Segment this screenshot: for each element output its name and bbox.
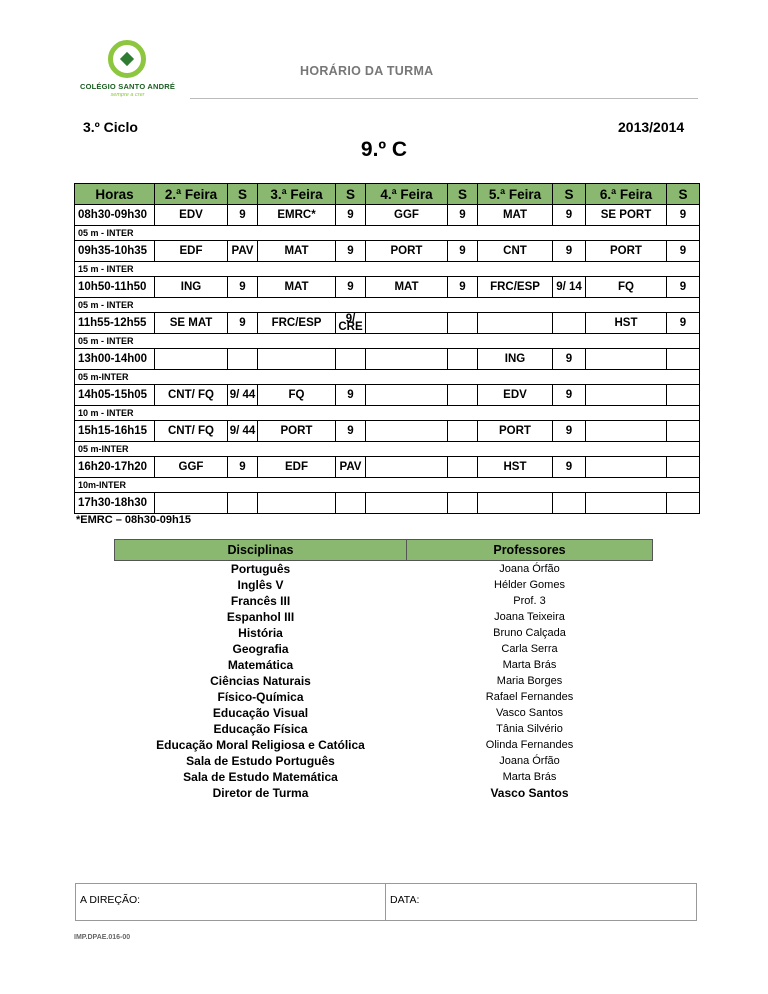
subject-cell	[366, 385, 448, 406]
subject-cell	[586, 349, 667, 370]
interval-row	[75, 226, 700, 241]
subject-cell: SE PORT	[586, 205, 667, 226]
room-cell: 9	[667, 277, 700, 298]
table-row	[115, 561, 653, 578]
discipline-name: Português	[230, 562, 291, 576]
table-row	[115, 625, 653, 641]
schedule-header-cell: 5.ª Feira	[478, 184, 553, 205]
interval-label: 15 m - INTER	[75, 262, 228, 277]
room-cell: 9	[228, 313, 258, 334]
subject-cell: FRC/ESP	[478, 277, 553, 298]
discipline-name: Geografia	[232, 642, 289, 656]
interval-spacer	[667, 442, 700, 457]
interval-spacer	[228, 370, 667, 385]
header-divider	[190, 98, 698, 99]
subject-cell: CNT/ FQ	[155, 421, 228, 442]
school-name: COLÉGIO SANTO ANDRÉ	[79, 82, 176, 91]
subject-cell: HST	[478, 457, 553, 478]
time-slot: 09h35-10h35	[75, 241, 155, 262]
subject-cell	[366, 493, 448, 514]
subject-cell	[366, 313, 448, 334]
professor-name: Olinda Fernandes	[485, 739, 574, 751]
room-cell: 9/ 44	[228, 421, 258, 442]
subject-cell	[366, 349, 448, 370]
discipline-name: Inglês V	[237, 578, 284, 592]
professor-name: Rafael Fernandes	[485, 691, 574, 703]
table-row	[115, 593, 653, 609]
table-row	[115, 641, 653, 657]
class-row	[75, 349, 700, 370]
table-row	[115, 657, 653, 673]
discipline-name: Físico-Química	[217, 690, 304, 704]
interval-spacer	[667, 334, 700, 349]
professor-name: Vasco Santos	[495, 707, 564, 719]
professor-name: Prof. 3	[513, 595, 546, 607]
professor-name: Marta Brás	[502, 771, 557, 783]
subject-cell: CNT	[478, 241, 553, 262]
discipline-name: Sala de Estudo Matemática	[183, 770, 338, 784]
schedule-header-cell: 4.ª Feira	[366, 184, 448, 205]
room-cell: 9	[448, 205, 478, 226]
room-cell: 9	[336, 277, 366, 298]
professor-name: Hélder Gomes	[494, 579, 565, 591]
professor-name: Bruno Calçada	[493, 627, 566, 639]
subject-cell: EDF	[258, 457, 336, 478]
room-cell: 9/ 14	[553, 277, 586, 298]
interval-label: 05 m-INTER	[75, 370, 228, 385]
professor-name: Marta Brás	[502, 659, 557, 671]
professor-name: Joana Teixeira	[494, 611, 565, 623]
subject-cell: EDV	[155, 205, 228, 226]
professors-header-cell: Professores	[407, 540, 653, 561]
class-row	[75, 313, 700, 334]
professors-header-cell: Disciplinas	[115, 540, 407, 561]
room-cell	[667, 457, 700, 478]
room-cell	[336, 493, 366, 514]
table-row	[115, 705, 653, 721]
professor-name: Carla Serra	[501, 643, 558, 655]
room-cell: 9	[667, 241, 700, 262]
time-slot: 08h30-09h30	[75, 205, 155, 226]
discipline-name: Francês III	[230, 594, 291, 608]
interval-label: 05 m-INTER	[75, 442, 228, 457]
subject-cell: FRC/ESP	[258, 313, 336, 334]
room-cell	[228, 493, 258, 514]
room-cell	[667, 421, 700, 442]
room-cell	[448, 493, 478, 514]
schedule-header-cell: S	[667, 184, 700, 205]
subject-cell: FQ	[258, 385, 336, 406]
schedule-header-cell: 6.ª Feira	[586, 184, 667, 205]
emrc-note: *EMRC – 08h30-09h15	[76, 514, 191, 526]
direcao-signature-label: A DIREÇÃO:	[80, 894, 141, 906]
schedule-header-cell: S	[228, 184, 258, 205]
schedule-header-cell: S	[448, 184, 478, 205]
subject-cell: PORT	[258, 421, 336, 442]
subject-cell	[586, 457, 667, 478]
subject-cell	[586, 493, 667, 514]
discipline-name: Espanhol III	[226, 610, 295, 624]
room-cell	[448, 421, 478, 442]
table-row	[115, 769, 653, 785]
subject-cell: PORT	[366, 241, 448, 262]
subject-cell: SE MAT	[155, 313, 228, 334]
discipline-name: Educação Visual	[212, 706, 309, 720]
room-cell	[448, 457, 478, 478]
subject-cell: ING	[155, 277, 228, 298]
subject-cell	[478, 493, 553, 514]
discipline-name: Ciências Naturais	[210, 674, 311, 688]
room-cell	[448, 385, 478, 406]
subject-cell	[155, 493, 228, 514]
subject-cell	[366, 457, 448, 478]
interval-label: 05 m - INTER	[75, 298, 228, 313]
room-cell: 9	[336, 205, 366, 226]
date-label: DATA:	[390, 894, 420, 906]
subject-cell: GGF	[155, 457, 228, 478]
page-title: HORÁRIO DA TURMA	[300, 64, 434, 78]
discipline-name: Educação Moral Religiosa e Católica	[156, 738, 365, 752]
interval-spacer	[228, 478, 667, 493]
interval-row	[75, 334, 700, 349]
subject-cell: HST	[586, 313, 667, 334]
time-slot: 10h50-11h50	[75, 277, 155, 298]
class-row	[75, 421, 700, 442]
professor-name: Joana Órfão	[499, 563, 560, 575]
subject-cell: MAT	[258, 241, 336, 262]
subject-cell: MAT	[478, 205, 553, 226]
time-slot: 15h15-16h15	[75, 421, 155, 442]
subject-cell	[155, 349, 228, 370]
interval-spacer	[667, 262, 700, 277]
interval-row	[75, 442, 700, 457]
room-cell	[667, 349, 700, 370]
room-cell: 9/ 44	[228, 385, 258, 406]
class-row	[75, 385, 700, 406]
interval-spacer	[228, 406, 667, 421]
professor-name: Tânia Silvério	[496, 723, 563, 735]
interval-row	[75, 370, 700, 385]
table-row	[115, 721, 653, 737]
room-cell	[667, 493, 700, 514]
professor-name: Maria Borges	[496, 675, 563, 687]
room-cell	[228, 349, 258, 370]
schedule-header-cell: 3.ª Feira	[258, 184, 336, 205]
discipline-name: Matemática	[227, 658, 294, 672]
professor-name: Vasco Santos	[490, 786, 569, 800]
professor-name: Joana Órfão	[499, 755, 560, 767]
room-cell	[553, 313, 586, 334]
school-motto: sempre a crer	[110, 92, 145, 98]
interval-spacer	[667, 226, 700, 241]
room-cell: 9	[228, 457, 258, 478]
room-cell: 9	[228, 205, 258, 226]
interval-spacer	[228, 226, 667, 241]
schedule-header-cell: 2.ª Feira	[155, 184, 228, 205]
table-row	[115, 577, 653, 593]
room-cell: 9	[553, 241, 586, 262]
room-cell: 9	[228, 277, 258, 298]
subject-cell: MAT	[366, 277, 448, 298]
table-row	[115, 737, 653, 753]
subject-cell: ING	[478, 349, 553, 370]
subject-cell: MAT	[258, 277, 336, 298]
subject-cell: CNT/ FQ	[155, 385, 228, 406]
room-cell: 9	[448, 277, 478, 298]
room-cell: 9	[553, 457, 586, 478]
interval-label: 10m-INTER	[75, 478, 228, 493]
room-cell: 9	[553, 349, 586, 370]
time-slot: 17h30-18h30	[75, 493, 155, 514]
time-slot: 14h05-15h05	[75, 385, 155, 406]
interval-spacer	[228, 262, 667, 277]
discipline-name: Educação Física	[213, 722, 308, 736]
subject-cell: PORT	[478, 421, 553, 442]
school-logo	[70, 40, 185, 104]
subject-cell	[366, 421, 448, 442]
class-row	[75, 241, 700, 262]
interval-spacer	[228, 298, 667, 313]
room-cell: 9	[667, 313, 700, 334]
interval-spacer	[667, 478, 700, 493]
schedule-header-cell: S	[553, 184, 586, 205]
subject-cell	[258, 349, 336, 370]
subject-cell: EDV	[478, 385, 553, 406]
interval-spacer	[667, 370, 700, 385]
time-slot: 13h00-14h00	[75, 349, 155, 370]
logo-emblem-icon	[108, 40, 146, 78]
signature-box	[75, 883, 697, 921]
subject-cell: EDF	[155, 241, 228, 262]
form-code: IMP.DPAE.016-00	[74, 934, 131, 941]
interval-spacer	[228, 442, 667, 457]
room-cell: PAV	[228, 241, 258, 262]
room-cell: 9	[336, 421, 366, 442]
interval-label: 05 m - INTER	[75, 334, 228, 349]
subject-cell: GGF	[366, 205, 448, 226]
interval-spacer	[228, 334, 667, 349]
class-row	[75, 457, 700, 478]
room-cell: 9	[553, 385, 586, 406]
schedule-table	[74, 183, 700, 514]
time-slot: 11h55-12h55	[75, 313, 155, 334]
table-row	[115, 609, 653, 625]
class-row	[75, 277, 700, 298]
discipline-name: Diretor de Turma	[212, 786, 309, 800]
subject-cell: EMRC*	[258, 205, 336, 226]
ciclo-label: 3.º Ciclo	[83, 119, 138, 135]
room-cell: 9	[336, 241, 366, 262]
room-cell: PAV	[336, 457, 366, 478]
subject-cell	[258, 493, 336, 514]
professors-header-row	[115, 540, 653, 561]
subject-cell: FQ	[586, 277, 667, 298]
table-row	[115, 753, 653, 769]
room-cell: 9	[448, 241, 478, 262]
class-row	[75, 493, 700, 514]
interval-row	[75, 262, 700, 277]
subject-cell	[586, 385, 667, 406]
room-cell	[448, 349, 478, 370]
schedule-header-cell: S	[336, 184, 366, 205]
professors-table	[114, 539, 653, 801]
schedule-header-cell: Horas	[75, 184, 155, 205]
schedule-header-row	[75, 184, 700, 205]
discipline-name: Sala de Estudo Português	[186, 754, 335, 768]
room-cell: 9	[667, 205, 700, 226]
table-row	[115, 673, 653, 689]
interval-row	[75, 406, 700, 421]
interval-row	[75, 298, 700, 313]
interval-row	[75, 478, 700, 493]
time-slot: 16h20-17h20	[75, 457, 155, 478]
room-cell	[553, 493, 586, 514]
subject-cell	[586, 421, 667, 442]
room-cell	[336, 349, 366, 370]
interval-label: 10 m - INTER	[75, 406, 228, 421]
room-cell: 9	[553, 421, 586, 442]
room-cell: 9/ CRE	[336, 313, 366, 334]
school-year: 2013/2014	[618, 119, 685, 135]
class-name: 9.º C	[360, 138, 408, 161]
class-row	[75, 205, 700, 226]
room-cell: 9	[336, 385, 366, 406]
subject-cell: PORT	[586, 241, 667, 262]
table-row	[115, 785, 653, 801]
discipline-name: História	[238, 626, 283, 640]
interval-label: 05 m - INTER	[75, 226, 228, 241]
room-cell	[448, 313, 478, 334]
interval-spacer	[667, 298, 700, 313]
table-row	[115, 689, 653, 705]
room-cell	[667, 385, 700, 406]
subject-cell	[478, 313, 553, 334]
room-cell: 9	[553, 205, 586, 226]
interval-spacer	[667, 406, 700, 421]
